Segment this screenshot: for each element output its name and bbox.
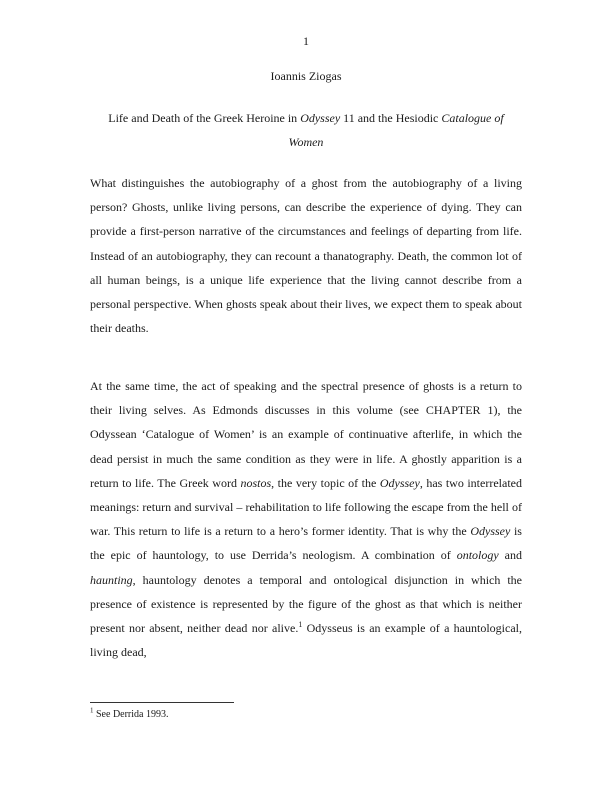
title-italic-catalogue: Catalogue of Women (288, 111, 504, 149)
paragraph-text: , hauntology denotes a temporal and ontological disjunction in which the presence of existence is represented by the figure of the ghost as that which is neither present nor absent, neither dead nor alive. (90, 572, 522, 636)
footnote-marker: 1 (90, 706, 94, 715)
paragraph-text: At the same time, the act of speaking and the spectral presence of ghosts is a return to their living selves. As Edmonds discusses in this volume (see CHAPTER 1), the Odyssean ‘Catalogue of Women’ is an example of continuative afterlife, in which the dead persist in much the same condition as they were in life. A ghostly apparition is a return to life. The Greek word (90, 379, 522, 490)
paragraph-2 (90, 374, 522, 664)
italic-term: Odyssey (379, 475, 420, 490)
title-italic-odyssey: Odyssey (300, 111, 341, 125)
title-text: 11 and the Hesiodic (340, 111, 442, 125)
italic-term: haunting (90, 572, 133, 587)
author-name: Ioannis Ziogas (270, 69, 342, 83)
page-number: 1 (303, 34, 309, 48)
footnote (90, 708, 522, 722)
italic-term: nostos (240, 475, 272, 490)
italic-term: Odyssey (470, 524, 511, 539)
footnote-text: See Derrida 1993. (93, 709, 169, 720)
italic-term: ontology (456, 548, 499, 563)
paper-title (90, 106, 522, 154)
paragraph-1: What distinguishes the autobiography of a ghost from the autobiography of a living person? Ghosts, unlike living persons, can describe the experience of dying. They can provide a first-person narrative of the circumstances and feelings of departing from life. Instead of an autobiography, they can recount a thanatography. Death, the common lot of all human beings, is a unique life experience that the living cannot describe from a personal perspective. When ghosts speak about their lives, we expect them to speak about their deaths. (90, 176, 522, 336)
footnote-divider (90, 702, 234, 703)
title-text: Life and Death of the Greek Heroine in (108, 111, 301, 125)
paragraph-text: and (498, 548, 522, 563)
paragraph-text: , has two interrelated meanings: return and survival – rehabilitation to life following the escape from the hell of war. This return to life is a return to a hero’s former identity. That is why the (90, 475, 522, 539)
paragraph-text: is the epic of hauntology, to use Derrida’s neologism. A combination of (90, 524, 522, 563)
paragraph-text: Odysseus is an example of a hauntological, living dead, (90, 621, 522, 660)
paragraph-text: , the very topic of the (271, 475, 380, 490)
footnote-reference[interactable]: 1 (298, 620, 303, 630)
